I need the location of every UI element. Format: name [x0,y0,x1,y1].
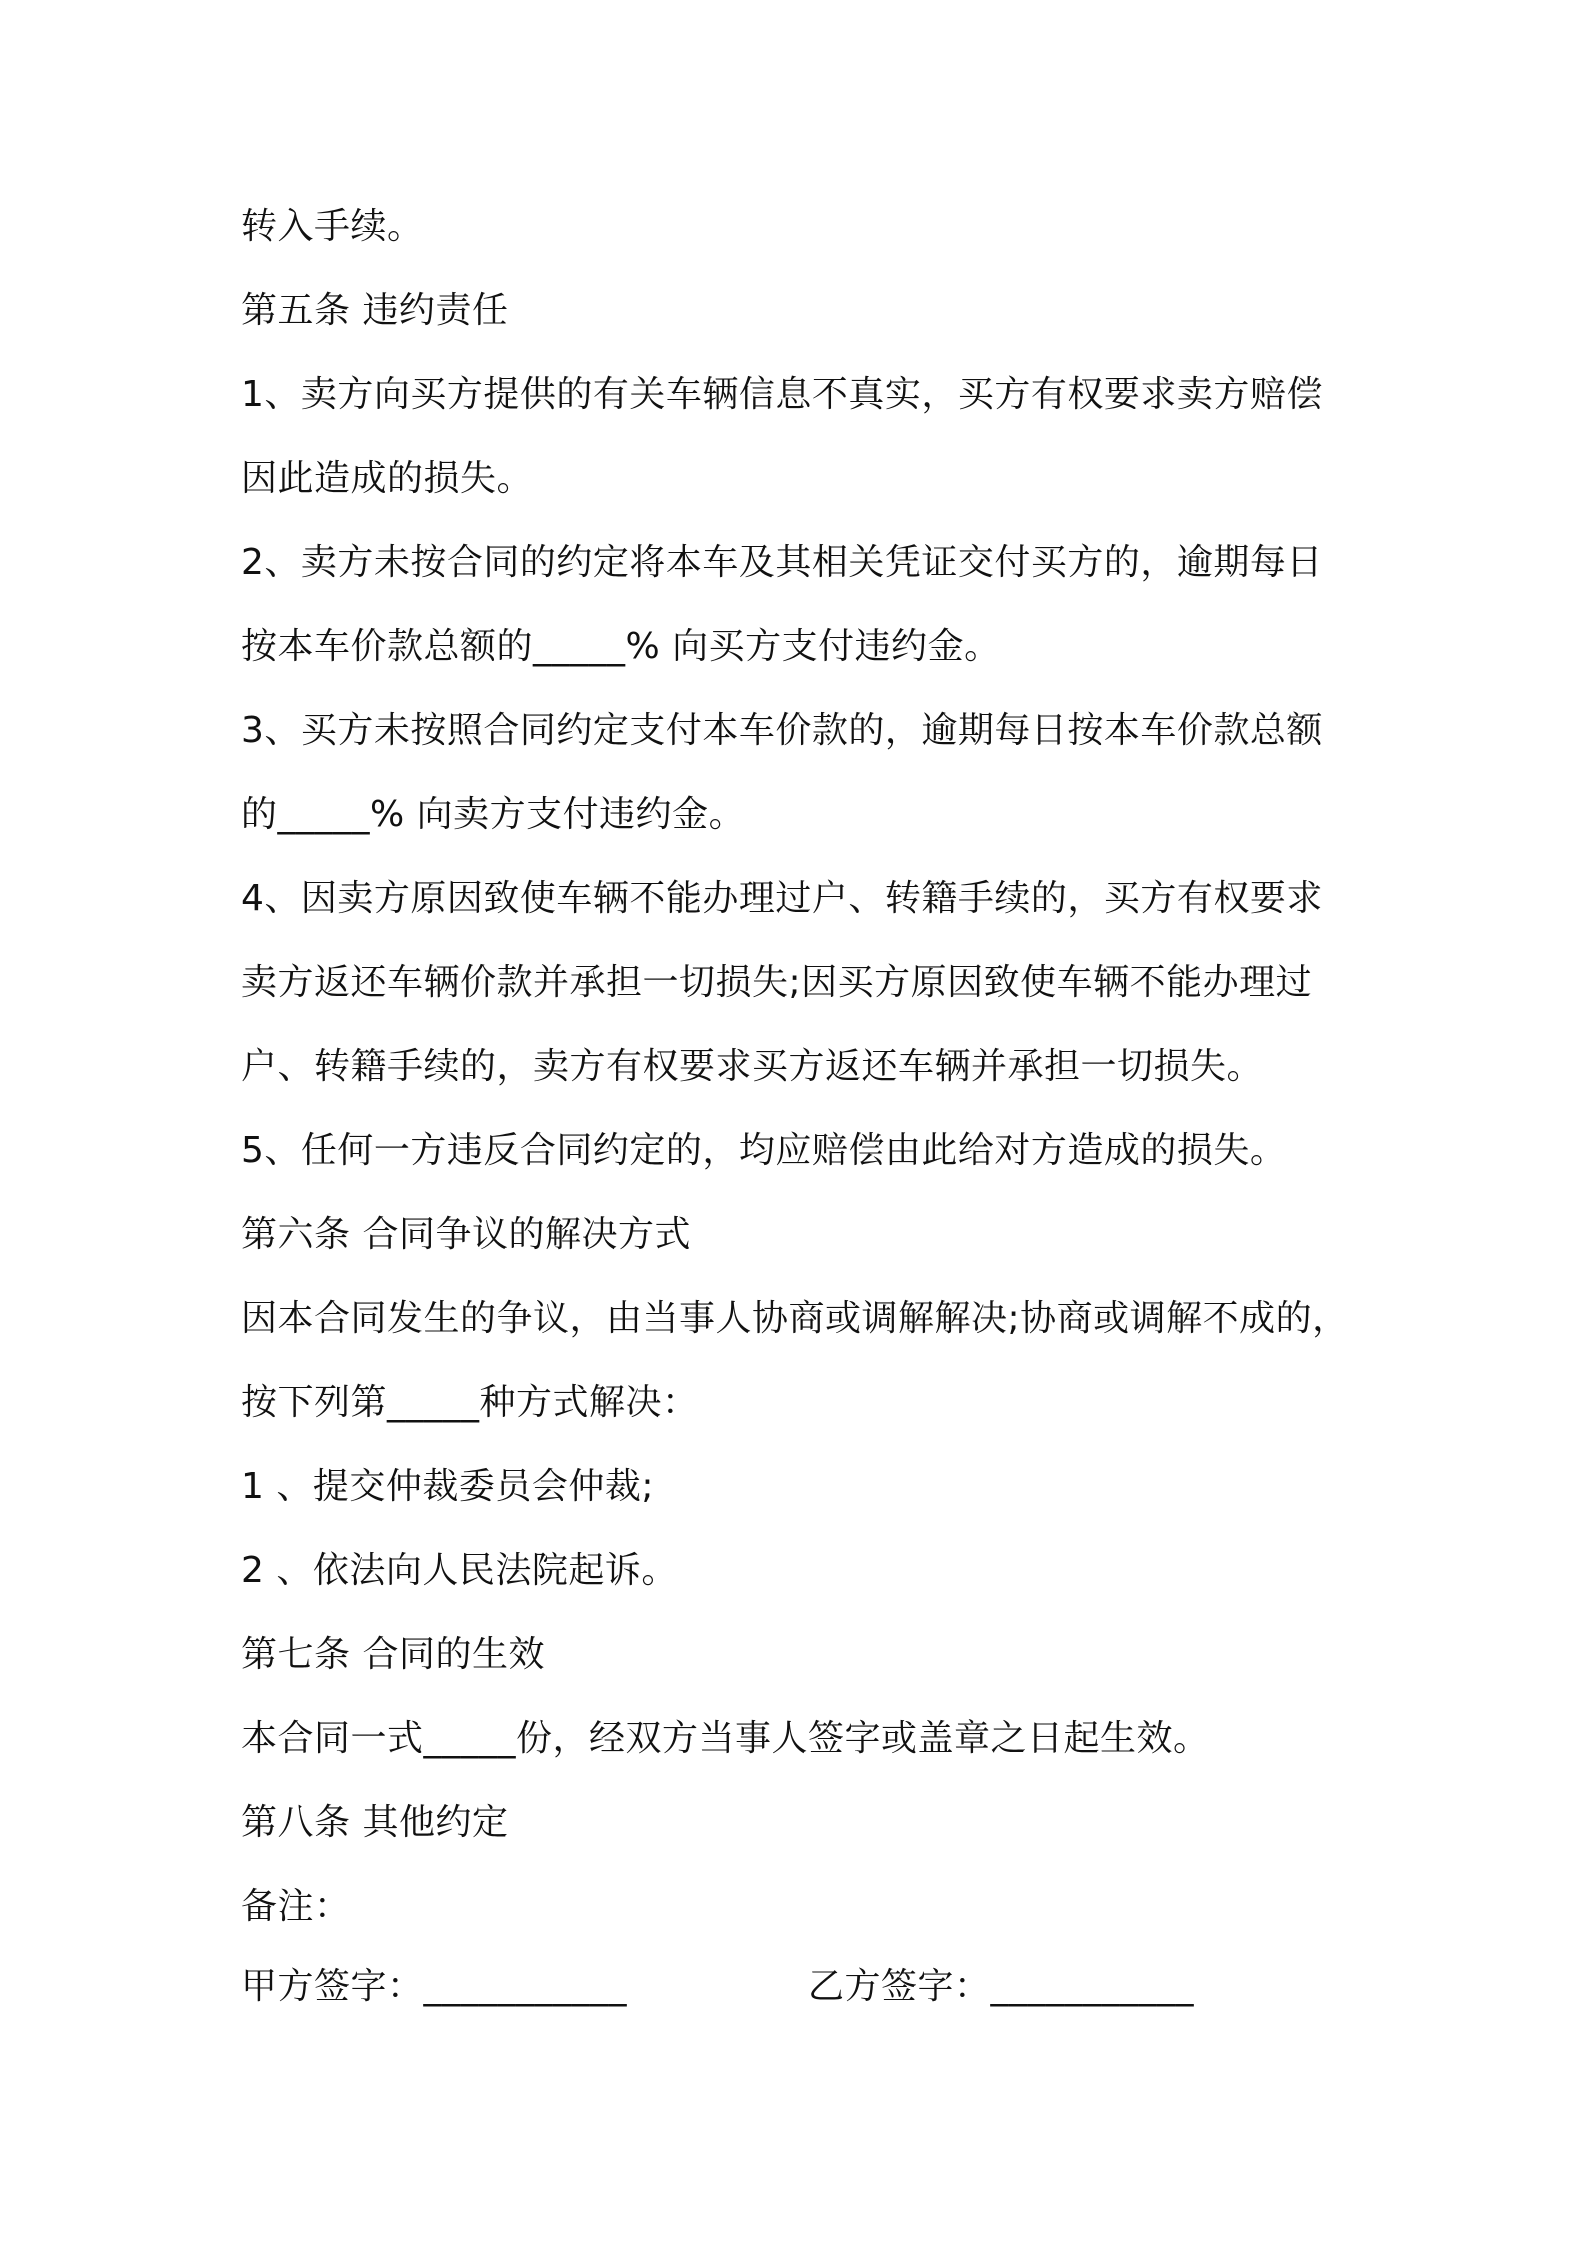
section-heading: 第五条 违约责任 [241,290,509,331]
text-line: 按下列第_____种方式解决： [241,1382,699,1423]
section-heading: 第七条 合同的生效 [241,1634,545,1675]
remarks-label: 备注： [241,1886,351,1927]
text-line: 户、转籍手续的，卖方有权要求买方返还车辆并承担一切损失。 [241,1046,1264,1087]
party-b-signature: 乙方签字：___________ [808,1966,1195,2007]
section-heading: 第六条 合同争议的解决方式 [241,1214,691,1255]
text-line: 1、卖方向买方提供的有关车辆信息不真实，买方有权要求卖方赔偿 [241,374,1323,415]
party-a-signature: 甲方签字：___________ [241,1966,628,2007]
list-item: 1 、提交仲裁委员会仲裁; [241,1466,654,1507]
text-line: 因此造成的损失。 [241,458,534,499]
text-line: 本合同一式_____份，经双方当事人签字或盖章之日起生效。 [241,1718,1210,1759]
text-line: 的_____% 向卖方支付违约金。 [241,794,746,835]
text-line: 卖方返还车辆价款并承担一切损失;因买方原因致使车辆不能办理过 [241,962,1313,1003]
text-line: 转入手续。 [241,206,424,247]
list-item: 2 、依法向人民法院起诉。 [241,1550,678,1591]
text-line: 5、任何一方违反合同约定的，均应赔偿由此给对方造成的损失。 [241,1130,1287,1171]
section-heading: 第八条 其他约定 [241,1802,509,1843]
text-line: 4、因卖方原因致使车辆不能办理过户、转籍手续的，买方有权要求 [241,878,1323,919]
text-line: 按本车价款总额的_____% 向买方支付违约金。 [241,626,1001,667]
text-line: 因本合同发生的争议，由当事人协商或调解解决;协商或调解不成的， [241,1298,1349,1339]
text-line: 3、买方未按照合同约定支付本车价款的，逾期每日按本车价款总额 [241,710,1323,751]
text-line: 2、卖方未按合同的约定将本车及其相关凭证交付买方的，逾期每日 [241,542,1323,583]
